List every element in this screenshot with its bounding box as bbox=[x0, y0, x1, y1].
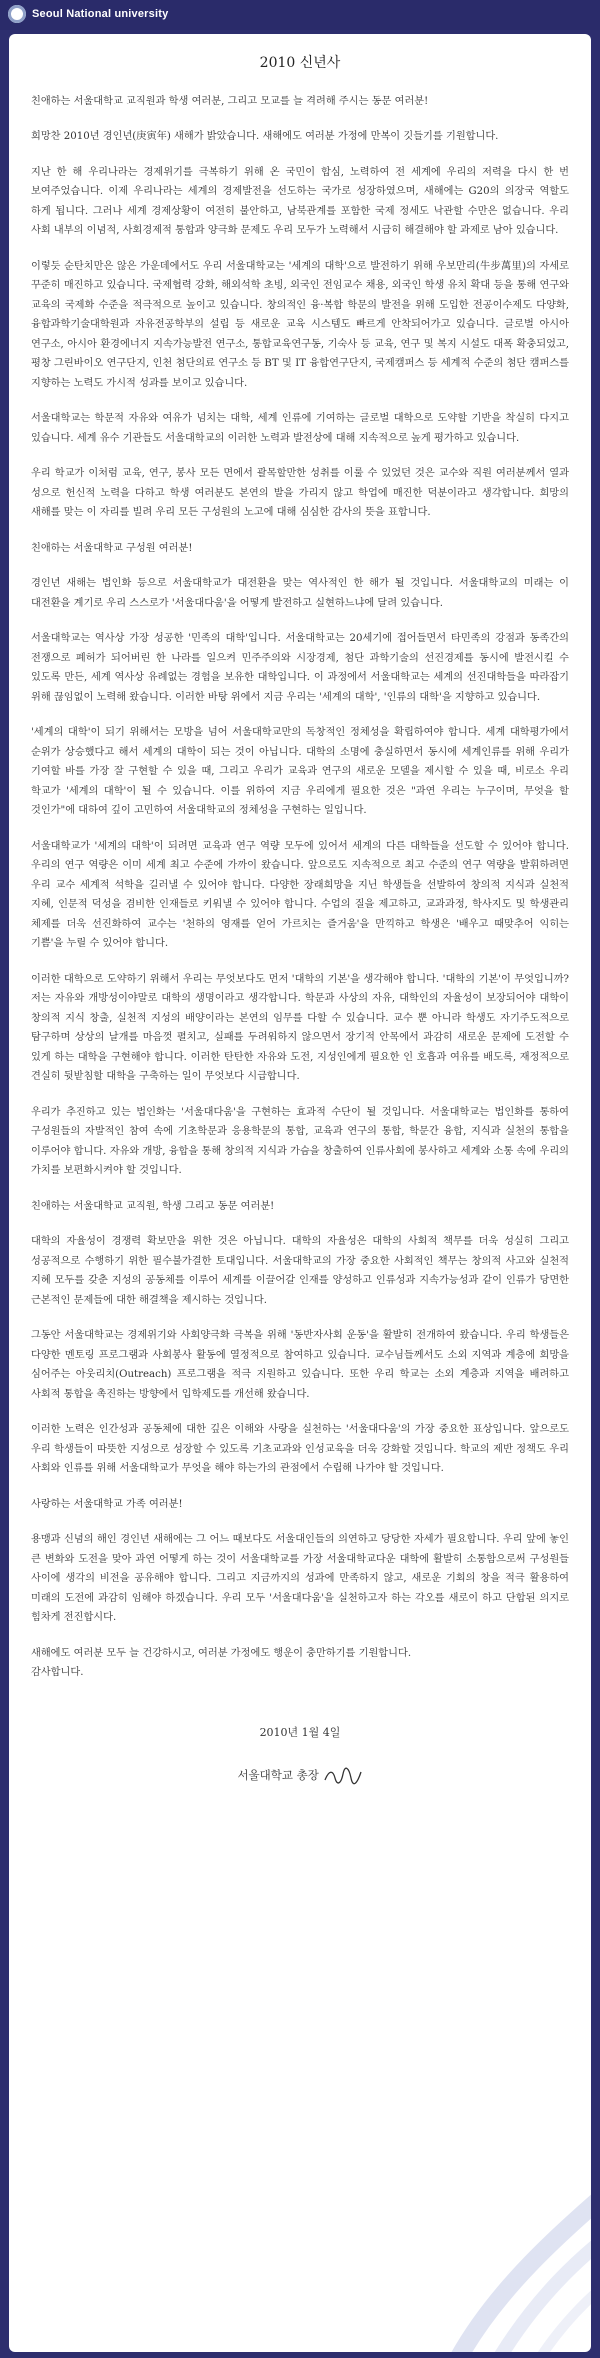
letter-paragraph: 희망찬 2010년 경인년(庚寅年) 새해가 밝았습니다. 새해에도 여러분 가정에 만복이 깃들기를 기원합니다. bbox=[31, 131, 499, 142]
site-header bbox=[0, 0, 600, 30]
letter-paragraph: 이렇듯 순탄치만은 않은 가운데에서도 우리 서울대학교는 '세계의 대학'으로 발전하기 위해 우보만리(牛步萬里)의 자세로 꾸준히 매진하고 있습니다. 국제협력 강화, 해외석학 초빙, 외국인 전임교수 채용, 외국인 학생 유치 확대 등을 통해 연구와 교육의 국제화 수준을 적극적으로 높이고 있습니다. 창의적인 융·복합 학문의 발전을 위해 도입한 전공이수제도 다양화, 융합과학기술대학원과 자유전공학부의 설립 등 새로운 교육 시스템도 빠르게 안착되어가고 있습니다. 글로벌 아시아 연구소, 아시아 환경에너지 지속가능발전 연구소, 통합교육연구동, 기숙사 등 교육, 연구 및 복지 시설도 대폭 확충되었고, 평창 그린바이오 연구단지, 인천 첨단의료 연구소 등 BT 및 IT 융합연구단지, 국제캠퍼스 등 세계적 수준의 첨단 캠퍼스를 지향하는 노력도 가시적 성과를 보이고 있습니다. bbox=[31, 260, 569, 389]
letter-paragraph: 서울대학교는 학문적 자유와 여유가 넘치는 대학, 세계 인류에 기여하는 글로벌 대학으로 도약할 기반을 착실히 다지고 있습니다. 세계 유수 기관들도 서울대학교의 이러한 노력과 발전상에 대해 지속적으로 높게 평가하고 있습니다. bbox=[31, 413, 569, 444]
letter-paragraph: 우리가 추진하고 있는 법인화는 '서울대다움'을 구현하는 효과적 수단이 될 것입니다. 서울대학교는 법인화를 통하여 구성원들의 자발적인 참여 속에 기초학문과 응용학문의 통합, 교육과 연구의 통합, 학문간 융합, 지식과 실천의 통합을 이루어야 합니다. 자유와 개방, 융합을 통해 창의적 지식과 가슴을 창출하여 인류사회에 봉사하고 세계와 소통 속에 우리의 가치를 보편화시켜야 할 것입니다. bbox=[31, 1106, 569, 1176]
university-emblem-icon[interactable] bbox=[8, 5, 26, 23]
letter-body bbox=[31, 92, 569, 1683]
letter-paragraph: 이러한 노력은 인간성과 공동체에 대한 깊은 이해와 사랑을 실천하는 '서울대다움'의 가장 중요한 표상입니다. 앞으로도 우리 학생들이 따뜻한 지성으로 성장할 수 있도록 기초교과와 인성교육을 더욱 강화할 것입니다. 학교의 제반 정책도 우리 사회와 인류를 위해 서울대학교가 무엇을 해야 하는가의 관점에서 수립해 나가야 할 것입니다. bbox=[31, 1424, 569, 1474]
letter-panel bbox=[9, 34, 591, 2352]
letter-signatory bbox=[31, 1764, 569, 1788]
letter-paragraph: 대학의 자율성이 경쟁력 확보만을 위한 것은 아닙니다. 대학의 자율성은 대학의 사회적 책무를 더욱 성실히 그리고 성공적으로 수행하기 위한 필수불가결한 토대입니다. 서울대학교의 가장 중요한 사회적인 책무는 창의적 사고와 실천적 지혜 모두를 갖춘 지성의 공동체를 이루어 세계를 이끌어갈 인재를 양성하고 인류성과 지속가능성과 같이 인류가 당면한 근본적인 문제들에 대한 해결책을 제시하는 것입니다. bbox=[31, 1236, 569, 1306]
letter-paragraph: 사랑하는 서울대학교 가족 여러분! bbox=[31, 1498, 183, 1510]
letter-paragraph: 친애하는 서울대학교 교직원과 학생 여러분, 그리고 모교를 늘 격려해 주시는 동문 여러분! bbox=[31, 95, 429, 107]
letter-paragraph: 지난 한 해 우리나라는 경제위기를 극복하기 위해 온 국민이 합심, 노력하여 전 세계에 우리의 저력을 다시 한 번 보여주었습니다. 이제 우리나라는 세계의 경제발전을 선도하는 국가로 성장하였으며, 새해에는 G20의 의장국 역할도 하게 됩니다. 그러나 세계 경제상황이 여전히 불안하고, 남북관계를 포함한 국제 정세도 낙관할 수만은 없습니다. 우리 사회 내부의 이념적, 사회경제적 통합과 양극화 문제도 우리 모두가 노력해서 시급히 해결해야 할 과제로 남아 있습니다. bbox=[31, 166, 569, 236]
letter-paragraph: 그동안 서울대학교는 경제위기와 사회양극화 극복을 위해 '동반자사회 운동'을 활발히 전개하여 왔습니다. 우리 학생들은 다양한 멘토링 프로그램과 사회봉사 활동에 열정적으로 참여하고 있습니다. 교수님들께서도 소외 지역과 계층에 희망을 심어주는 아웃리치(Outreach) 프로그램을 적극 지원하고 있습니다. 또한 우리 학교는 소외 계층과 지역을 배려하고 사회적 통합을 촉진하는 방향에서 입학제도를 개선해 왔습니다. bbox=[31, 1330, 569, 1400]
letter-paragraph: 서울대학교가 '세계의 대학'이 되려면 교육과 연구 역량 모두에 있어서 세계의 다른 대학들을 선도할 수 있어야 합니다. 우리의 연구 역량은 이미 세계 최고 수준에 가까이 왔습니다. 앞으로도 지속적으로 최고 수준의 연구 역량을 발휘하려면 우리 교수 세계적 석학을 길러낼 수 있어야 합니다. 다양한 장래희망을 지닌 학생들을 선발하여 창의적 지식과 실천적 지혜, 인문적 덕성을 겸비한 인재들로 키워낼 수 있어야 합니다. 수업의 질을 제고하고, 교과과정, 학사지도 및 학생관리 체제를 더욱 선진화하여 교수는 '천하의 영재를 얻어 가르치는 즐거움'을 만끽하고 학생은 '배우고 때맞추어 익히는 기쁨'을 누릴 수 있어야 합니다. bbox=[31, 840, 569, 949]
letter-paragraph: '세계의 대학'이 되기 위해서는 모방을 넘어 서울대학교만의 독창적인 정체성을 확립하여야 합니다. 세계 대학평가에서 순위가 상승했다고 해서 세계의 대학이 되는 것이 아닙니다. 대학의 소명에 충실하면서 동시에 세계인류를 위해 우리가 기여할 바를 가장 잘 구현할 수 있을 때, 그리고 우리가 교육과 연구의 새로운 모델을 제시할 수 있을 때, 비로소 우리 학교가 '세계의 대학'이 될 수 있습니다. 이를 위하여 지금 우리에게 필요한 것은 "과연 우리는 누구이며, 무엇을 할 것인가"에 대하여 깊이 고민하여 서울대학교의 정체성을 구현하는 일입니다. bbox=[31, 727, 569, 816]
letter-content bbox=[9, 34, 591, 1788]
letter-paragraph: 새해에도 여러분 모두 늘 건강하시고, 여러분 가정에도 행운이 충만하기를 기원합니다. 감사합니다. bbox=[31, 1647, 412, 1678]
letter-paragraph: 친애하는 서울대학교 교직원, 학생 그리고 동문 여러분! bbox=[31, 1200, 275, 1212]
letter-paragraph: 서울대학교는 역사상 가장 성공한 '민족의 대학'입니다. 서울대학교는 20세기에 접어들면서 타민족의 강점과 동족간의 전쟁으로 폐허가 되어버린 한 나라를 일으켜 민주주의와 시장경제, 첨단 과학기술의 선진경제를 동시에 발전시킬 수 있도록 만든, 세계 역사상 유례없는 경험을 보유한 대학입니다. 이 과정에서 서울대학교는 세계의 선진대학들을 따라잡기 위해 끊임없이 노력해 왔습니다. 이러한 바탕 위에서 지금 우리는 '세계의 대학', '인류의 대학'을 지향하고 있습니다. bbox=[31, 633, 569, 703]
letter-paragraph: 경인년 새해는 법인화 등으로 서울대학교가 대전환을 맞는 역사적인 한 해가 될 것입니다. 서울대학교의 미래는 이 대전환을 계기로 우리 스스로가 '서울대다움'을 어떻게 발전하고 실현하느냐에 달려 있습니다. bbox=[31, 578, 569, 609]
handwritten-signature bbox=[323, 1764, 363, 1788]
letter-closing bbox=[31, 1723, 569, 1789]
letter-paragraph: 친애하는 서울대학교 구성원 여러분! bbox=[31, 542, 193, 554]
letter-paragraph: 용맹과 신념의 해인 경인년 새해에는 그 어느 때보다도 서울대인들의 의연하고 당당한 자세가 필요합니다. 우리 앞에 놓인 큰 변화와 도전을 맞아 과연 어떻게 하는 것이 서울대학교를 가장 서울대학교다운 대학에 활발히 소통함으로써 구성원들 사이에 생각의 비전을 공유해야 합니다. 그리고 지금까지의 성과에 만족하지 않고, 새로운 기회의 창을 적극 활용하여 미래의 도전에 과감히 임해야 하겠습니다. 우리 모두 '서울대다움'을 실천하고자 하는 각오를 새로이 하고 단합된 의지로 힘차게 전진합시다. bbox=[31, 1534, 569, 1623]
signatory-title: 서울대학교 총장 bbox=[237, 1768, 319, 1782]
letter-paragraph: 이러한 대학으로 도약하기 위해서 우리는 무엇보다도 먼저 '대학의 기본'을 생각해야 합니다. '대학의 기본'이 무엇입니까? 저는 자유와 개방성이야말로 대학의 생명이라고 생각합니다. 학문과 사상의 자유, 대학인의 자율성이 보장되어야 대학이 창의적 지식 창출, 실천적 지성의 배양이라는 본연의 임무를 다할 수 있습니다. 교수 뿐 아니라 학생도 자기주도적으로 탐구하며 상상의 날개를 마음껏 펼치고, 실패를 두려워하지 않으면서 장기적 안목에서 과감히 새로운 문제에 도전할 수 있게 하는 대학을 구현해야 합니다. 이러한 탄탄한 자유와 도전, 지성인에게 필요한 인 호흡과 여유를 배도록, 재정적으로 견실히 뒷받침할 대학을 구축하는 일이 무엇보다 시급합니다. bbox=[31, 973, 569, 1082]
site-brand[interactable]: Seoul National university bbox=[32, 8, 169, 20]
decorative-ribbon-icon bbox=[411, 2052, 591, 2352]
letter-date: 2010년 1월 4일 bbox=[259, 1725, 341, 1739]
letter-title: 2010 신년사 bbox=[259, 55, 341, 71]
letter-paragraph: 우리 학교가 이처럼 교육, 연구, 봉사 모든 면에서 괄목할만한 성취를 이룰 수 있었던 것은 교수와 직원 여러분께서 열과 성으로 헌신적 노력을 다하고 학생 여러분도 본연의 발을 가리지 않고 학업에 매진한 덕분이라고 생각합니다. 희망의 새해를 맞는 이 자리를 빌려 우리 모든 구성원의 노고에 대해 심심한 감사의 뜻을 표합니다. bbox=[31, 468, 569, 518]
